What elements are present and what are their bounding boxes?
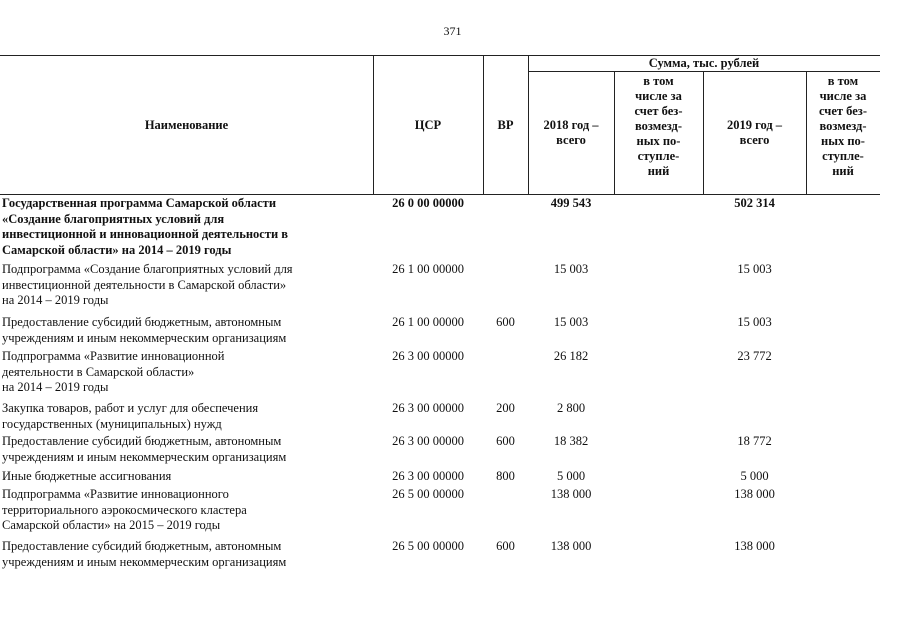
row-name xyxy=(2,349,370,396)
row-name xyxy=(2,262,370,309)
header-name: Наименование xyxy=(144,118,229,132)
row-name-line: учреждениям и иным некоммерческим организациям xyxy=(2,330,287,345)
row-2019-total: 5 000 xyxy=(740,469,769,483)
row-2018-total: 18 382 xyxy=(553,434,589,448)
row-vr: 600 xyxy=(496,434,515,448)
header-bottom-rule xyxy=(0,194,880,195)
header-2018-free: в том числе за счет без- возмезд- ных по- ступле- ний xyxy=(634,74,683,178)
row-name-line: на 2014 – 2019 годы xyxy=(2,380,109,394)
row-2019-total: 15 003 xyxy=(737,262,772,276)
row-2019-total: 15 003 xyxy=(737,315,772,329)
row-name xyxy=(2,539,370,570)
row-csr: 26 3 00 00000 xyxy=(392,469,464,483)
row-2019-total: 18 772 xyxy=(737,434,772,448)
row-name-line: Самарской области» на 2014 – 2019 годы xyxy=(2,242,232,257)
row-2019-total: 23 772 xyxy=(737,349,772,363)
row-name-line: на 2014 – 2019 годы xyxy=(2,293,109,307)
page-number: 371 xyxy=(443,24,462,38)
row-vr: 800 xyxy=(496,469,515,483)
row-vr: 600 xyxy=(496,539,515,553)
row-2018-total: 499 543 xyxy=(550,196,592,210)
row-csr: 26 1 00 00000 xyxy=(392,262,464,276)
row-name-line: Предоставление субсидий бюджетным, автономным xyxy=(2,539,282,553)
row-2019-total: 138 000 xyxy=(734,539,775,553)
row-name-line: Самарской области» на 2015 – 2019 годы xyxy=(2,518,221,532)
row-name-line: инвестиционной и инновационной деятельности в xyxy=(2,227,289,241)
header-2018-total: 2018 год – всего xyxy=(543,118,599,147)
row-csr: 26 3 00 00000 xyxy=(392,434,464,448)
row-2019-total: 138 000 xyxy=(734,487,775,501)
row-name-line: инвестиционной деятельности в Самарской области» xyxy=(2,277,287,292)
header-2019-total: 2019 год – всего xyxy=(726,118,783,147)
row-name-line: Подпрограмма «Развитие инновационного xyxy=(2,487,229,501)
row-csr: 26 5 00 00000 xyxy=(392,539,464,553)
header-csr: ЦСР xyxy=(414,118,442,132)
row-csr: 26 1 00 00000 xyxy=(392,315,464,329)
row-name-line: Предоставление субсидий бюджетным, автономным xyxy=(2,434,282,448)
row-csr: 26 3 00 00000 xyxy=(392,349,464,363)
row-name-line: учреждениям и иным некоммерческим организациям xyxy=(2,554,287,569)
row-csr: 26 5 00 00000 xyxy=(392,487,464,501)
row-name-line: деятельности в Самарской области» xyxy=(2,364,195,379)
row-2018-total: 2 800 xyxy=(556,401,586,415)
row-name-line: Предоставление субсидий бюджетным, автономным xyxy=(2,315,282,329)
row-vr: 600 xyxy=(496,315,515,329)
sum-header-rule xyxy=(528,71,880,72)
header-sum: Сумма, тыс. рублей xyxy=(648,56,760,70)
row-name xyxy=(2,487,370,534)
row-name xyxy=(2,196,370,258)
row-name-line: Закупка товаров, работ и услуг для обеспечения xyxy=(2,401,259,415)
header-2019-free: в том числе за счет без- возмезд- ных по- ступле- ний xyxy=(819,74,867,178)
row-2018-total: 138 000 xyxy=(550,487,592,501)
row-name-line: Подпрограмма «Создание благоприятных условий для xyxy=(2,262,293,276)
row-name-line: Подпрограмма «Развитие инновационной xyxy=(2,349,225,363)
row-2018-total: 15 003 xyxy=(553,315,589,329)
row-name-line: Иные бюджетные ассигнования xyxy=(2,469,172,483)
row-name-line: Государственная программа Самарской области xyxy=(2,196,277,210)
row-vr: 200 xyxy=(496,401,515,415)
row-name-line: территориального аэрокосмического кластера xyxy=(2,502,247,517)
row-name-line: учреждениям и иным некоммерческим организациям xyxy=(2,449,287,464)
row-csr: 26 0 00 00000 xyxy=(392,196,464,210)
row-name xyxy=(2,434,370,465)
row-2018-total: 26 182 xyxy=(553,349,589,363)
row-2018-total: 5 000 xyxy=(556,469,586,483)
row-csr: 26 3 00 00000 xyxy=(392,401,464,415)
row-name-line: «Создание благоприятных условий для xyxy=(2,211,225,226)
row-name-line: государственных (муниципальных) нужд xyxy=(2,416,222,431)
row-2018-total: 15 003 xyxy=(553,262,589,276)
row-2018-total: 138 000 xyxy=(550,539,592,553)
row-2019-total: 502 314 xyxy=(734,196,775,210)
row-name xyxy=(2,401,370,432)
row-name xyxy=(2,469,370,485)
header-vr: ВР xyxy=(497,118,514,132)
row-name xyxy=(2,315,370,346)
